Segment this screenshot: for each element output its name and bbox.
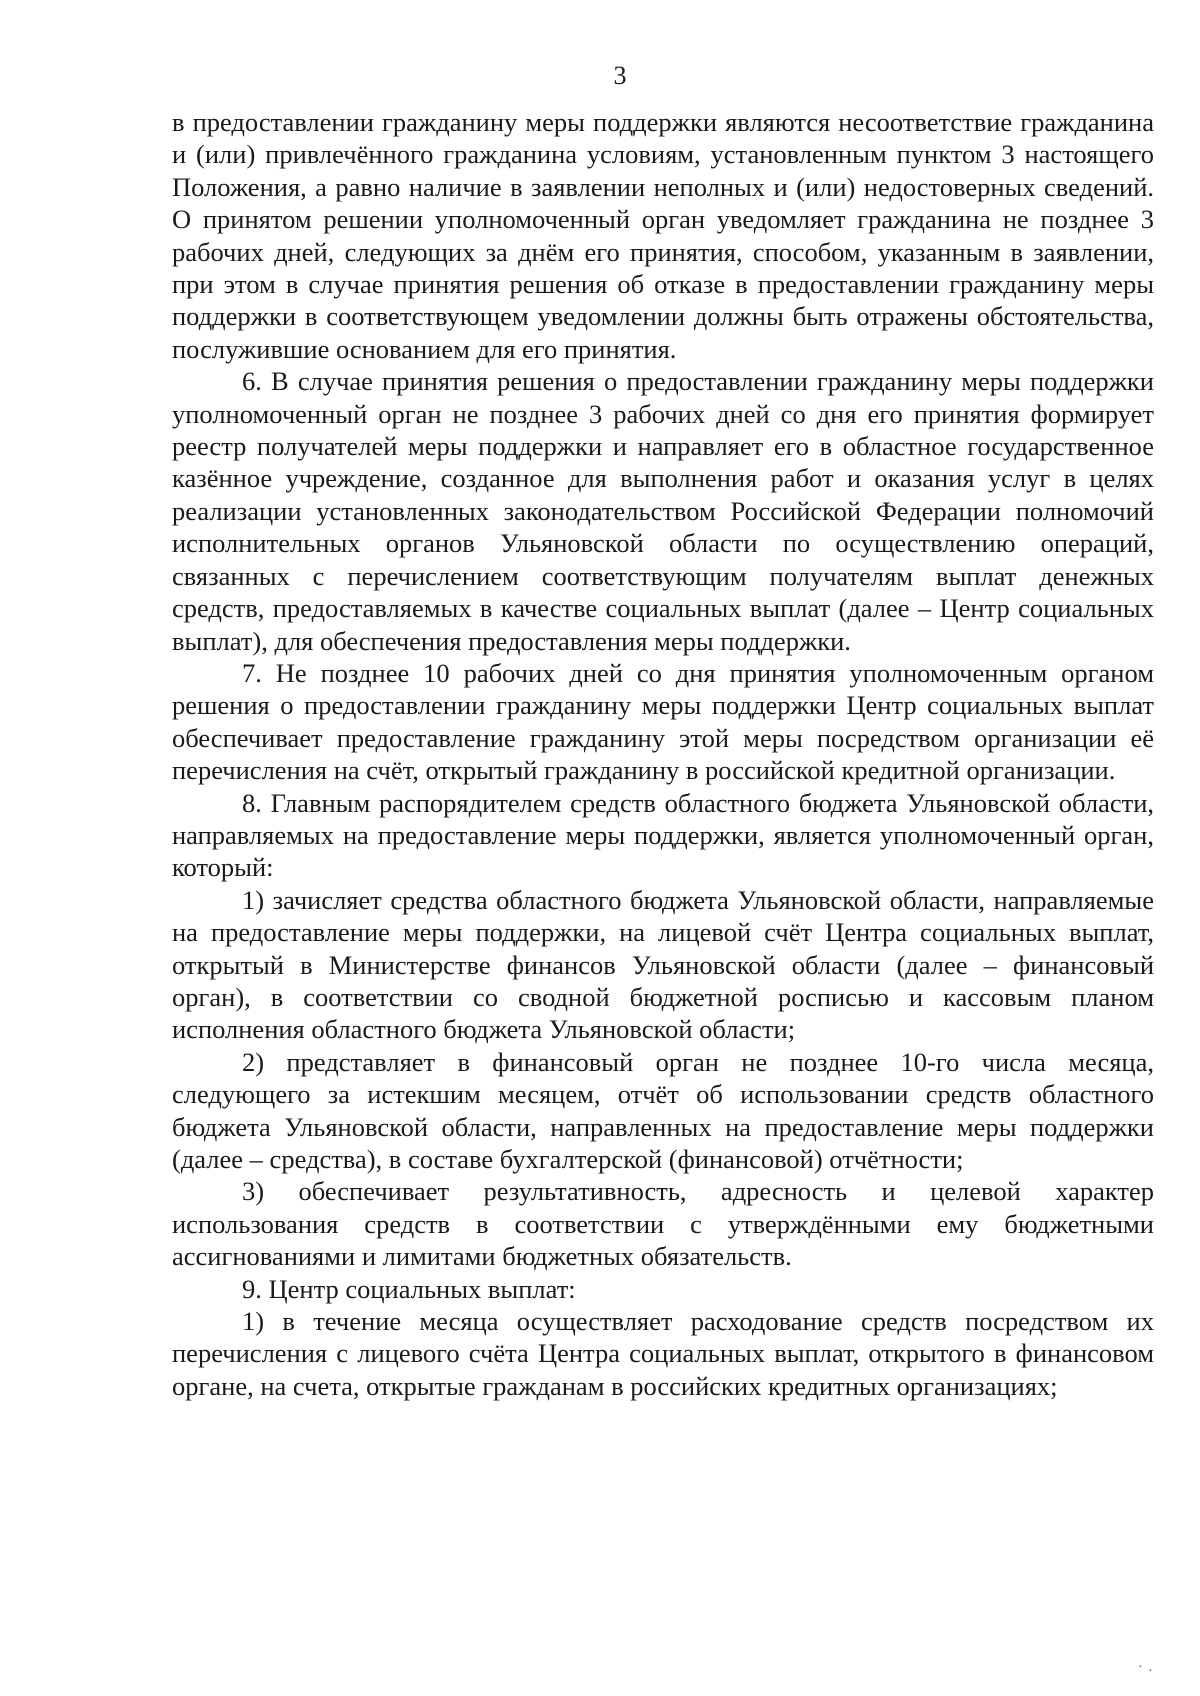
page-number: 3 [613, 61, 627, 90]
paragraph-item-8-3: 3) обеспечивает результативность, адресность и целевой характер использования средств в соответствии с утверждёнными ему бюджетными ассигнованиями и лимитами бюджетных обязательств. [172, 1176, 1154, 1272]
paragraph-item-6: 6. В случае принятия решения о предоставлении гражданину меры поддержки уполномоченный орган не позднее 3 рабочих дней со дня его принятия формирует реестр получателей меры поддержки и направляет его в областное государственное казённое учреждение, созданное для выполнения работ и оказания услуг в целях реализации установленных законодательством Российской Федерации полномочий исполнительных органов Ульяновской области по осуществлению операций, связанных с перечислением соответствующим получателям выплат денежных средств, предоставляемых в качестве социальных выплат (далее – Центр социальных выплат), для обеспечения предоставления меры поддержки. [172, 366, 1154, 656]
paragraph-item-9-1: 1) в течение месяца осуществляет расходование средств посредством их перечисления с лицевого счёта Центра социальных выплат, открытого в финансовом органе, на счета, открытые гражданам в российских кредитных организациях; [172, 1306, 1154, 1401]
document-body [172, 106, 1154, 1402]
paragraph-item-8-1: 1) зачисляет средства областного бюджета Ульяновской области, направляемые на предоставление меры поддержки, на лицевой счёт Центра социальных выплат, открытый в Министерстве финансов Ульяновской области (далее – финансовый орган), в соответствии со сводной бюджетной росписью и кассовым планом исполнения областного бюджета Ульяновской области; [172, 884, 1154, 1045]
scan-artifact-dots: ·. [1138, 1660, 1159, 1675]
paragraph-continuation: в предоставлении гражданину меры поддержки являются несоответствие гражданина и (или) привлечённого гражданина условиям, установленным пунктом 3 настоящего Положения, а равно наличие в заявлении неполных и (или) недостоверных сведений. О принятом решении уполномоченный орган уведомляет гражданина не позднее 3 рабочих дней, следующих за днём его принятия, способом, указанным в заявлении, при этом в случае принятия решения об отказе в предоставлении гражданину меры поддержки в соответствующем уведомлении должны быть отражены обстоятельства, послужившие основанием для его принятия. [172, 107, 1154, 364]
paragraph-item-8: 8. Главным распорядителем средств областного бюджета Ульяновской области, направляемых на предоставление меры поддержки, является уполномоченный орган, который: [172, 787, 1154, 883]
paragraph-item-9: 9. Центр социальных выплат: [242, 1273, 576, 1304]
paragraph-item-8-2: 2) представляет в финансовый орган не позднее 10-го числа месяца, следующего за истекшим месяцем, отчёт об использовании средств областного бюджета Ульяновской области, направленных на предоставление меры поддержки (далее – средства), в составе бухгалтерской (финансовой) отчётности; [172, 1046, 1154, 1174]
paragraph-item-7: 7. Не позднее 10 рабочих дней со дня принятия уполномоченным органом решения о предоставлении гражданину меры поддержки Центр социальных выплат обеспечивает предоставление гражданину этой меры посредством организации её перечисления на счёт, открытый гражданину в российской кредитной организации. [172, 657, 1154, 786]
